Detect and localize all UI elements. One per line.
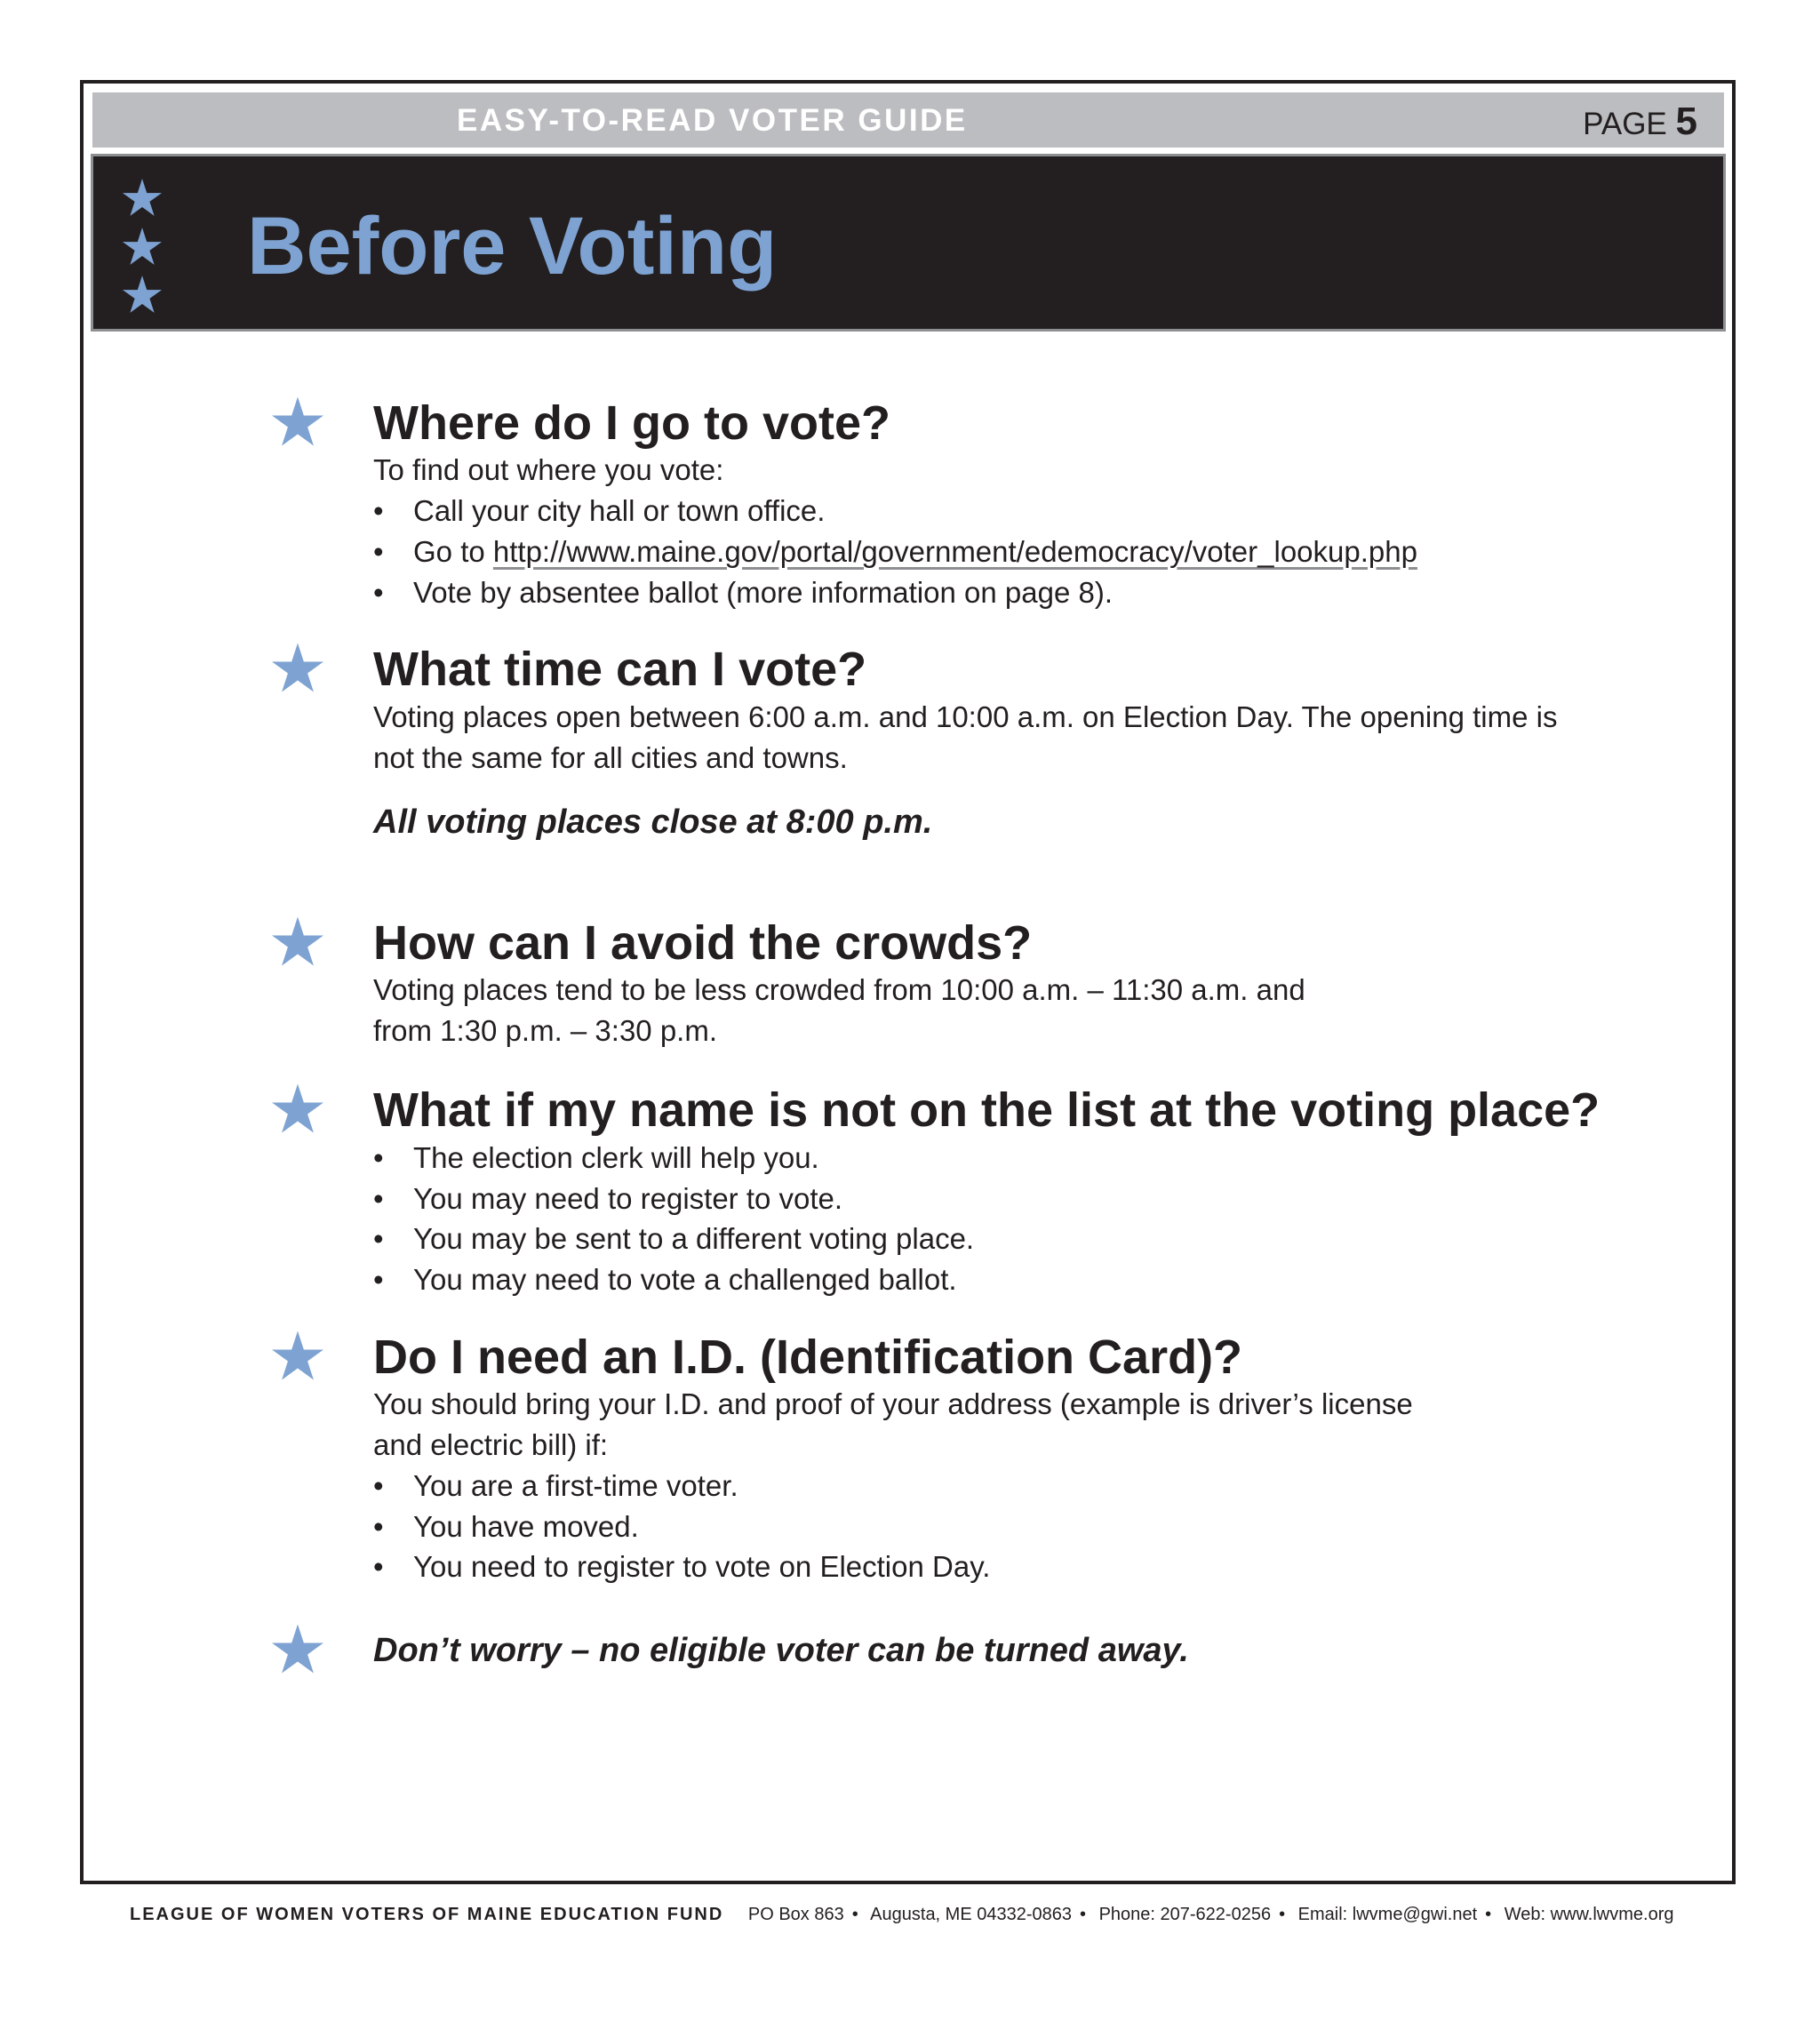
bullet-dot: • (373, 494, 384, 527)
bullet-dot: • (373, 535, 384, 568)
footer-web[interactable]: Web: www.lwvme.org (1504, 1905, 1674, 1924)
footer-org: LEAGUE OF WOMEN VOTERS OF MAINE EDUCATION FUND (130, 1905, 724, 1924)
bullet-text: You have moved. (413, 1510, 639, 1543)
reassurance-emphasis: Don’t worry – no eligible voter can be turned away. (373, 1632, 1189, 1669)
footer-email[interactable]: Email: lwvme@gwi.net (1297, 1905, 1478, 1924)
stars-column-icon (120, 174, 164, 316)
star-icon (272, 1331, 323, 1380)
bullet-text: Go to (413, 535, 485, 568)
page-title: Before Voting (247, 201, 778, 292)
guide-header-bar (92, 92, 1724, 148)
footer-separator: • (851, 1905, 858, 1924)
crowds-line-1: Voting places tend to be less crowded from 10:00 a.m. – 11:30 a.m. and (373, 973, 1305, 1006)
list-item (373, 1219, 974, 1259)
section-heading-where: Where do I go to vote? (373, 396, 890, 450)
guide-title: EASY-TO-READ VOTER GUIDE (457, 103, 968, 138)
bullet-dot: • (373, 1469, 384, 1502)
list-item (373, 531, 1417, 571)
bullet-dot: • (373, 1550, 384, 1583)
footer (130, 1905, 1674, 1925)
star-icon (272, 1624, 323, 1674)
bullet-dot: • (373, 1141, 384, 1174)
star-icon (272, 643, 323, 692)
list-item (373, 491, 825, 531)
star-icon (272, 916, 323, 966)
section-heading-time: What time can I vote? (373, 643, 867, 696)
footer-separator: • (1485, 1905, 1492, 1924)
star-icon (272, 396, 323, 446)
footer-separator: • (1279, 1905, 1286, 1924)
section-heading-crowds: How can I avoid the crowds? (373, 916, 1033, 970)
bullet-text: Vote by absentee ballot (more information on page 8). (413, 576, 1113, 609)
title-band (91, 154, 1726, 332)
list-item (373, 1179, 842, 1219)
where-intro: To find out where you vote: (373, 453, 724, 486)
closing-time-emphasis: All voting places close at 8:00 p.m. (373, 803, 933, 841)
star-icon (272, 1083, 323, 1133)
bullet-dot: • (373, 1222, 384, 1255)
footer-address: PO Box 863 (747, 1905, 844, 1924)
bullet-text: You may be sent to a different voting place. (413, 1222, 975, 1255)
section-heading-id: Do I need an I.D. (Identification Card)? (373, 1331, 1243, 1384)
voter-lookup-link[interactable]: http://www.maine.gov/portal/government/edemocracy/voter_lookup.php (492, 535, 1417, 568)
page-number: 5 (1675, 100, 1697, 143)
bullet-dot: • (373, 1510, 384, 1543)
bullet-text: You may need to vote a challenged ballot. (413, 1263, 957, 1296)
bullet-text: You are a first-time voter. (413, 1469, 738, 1502)
bullet-dot: • (373, 1263, 384, 1296)
page-number-label (1583, 100, 1697, 144)
footer-phone: Phone: 207-622-0256 (1098, 1905, 1272, 1924)
bullet-text: The election clerk will help you. (413, 1141, 819, 1174)
section-heading-list: What if my name is not on the list at the voting place? (373, 1083, 1600, 1137)
list-item (373, 1507, 639, 1546)
page-label: PAGE (1583, 107, 1667, 141)
list-item (373, 1546, 990, 1586)
bullet-text: You need to register to vote on Election Day. (413, 1550, 991, 1583)
list-item (373, 572, 1113, 612)
bullet-dot: • (373, 1182, 384, 1215)
bullet-text: You may need to register to vote. (413, 1182, 843, 1215)
bullet-dot: • (373, 576, 384, 609)
time-line-2: not the same for all cities and towns. (373, 741, 848, 774)
bullet-text: Call your city hall or town office. (413, 494, 826, 527)
list-item (373, 1259, 957, 1299)
list-item (373, 1466, 738, 1506)
crowds-line-2: from 1:30 p.m. – 3:30 p.m. (373, 1014, 718, 1047)
time-line-1: Voting places open between 6:00 a.m. and 10:00 a.m. on Election Day. The opening time is (373, 700, 1558, 733)
footer-separator: • (1080, 1905, 1087, 1924)
footer-city: Augusta, ME 04332-0863 (870, 1905, 1072, 1924)
list-item (373, 1138, 819, 1178)
id-line-2: and electric bill) if: (373, 1428, 609, 1461)
id-line-1: You should bring your I.D. and proof of your address (example is driver’s license (373, 1387, 1413, 1420)
